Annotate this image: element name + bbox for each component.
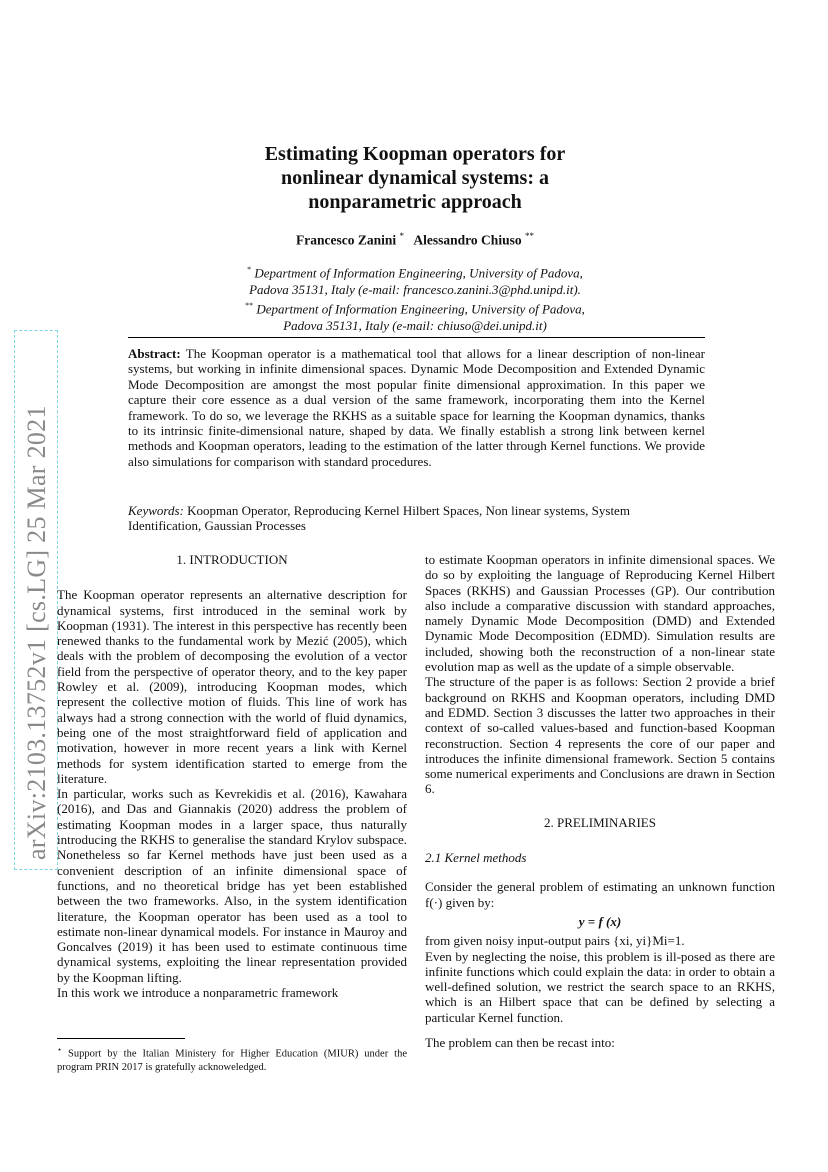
affiliation-mark: ** [245, 301, 254, 311]
abstract-label: Abstract: [128, 346, 181, 361]
equation: y = f (x) [578, 913, 622, 929]
affiliation-line: Padova 35131, Italy (e-mail: chiuso@dei.unipd.it) [283, 318, 547, 334]
paragraph: to estimate Koopman operators in infinite dimensional spaces. We do so by exploiting the language of Reproducing Kernel Hilbert Spaces (RKHS) and Gaussian Processes (GP). Our contribution also include a comparative discussion with standard approaches, namely Dynamic Mode Decomposition (DMD) and Extended Dynamic Mode Decomposition (EDMD). Simulation results are included, showing both the reconstruction of a non-linear state evolution map as well as the update of a simple observable. [425, 552, 775, 675]
affiliation-text: Department of Information Engineering, University of Padova, [254, 265, 583, 281]
paragraph: The Koopman operator represents an alternative description for dynamical systems, first introduced in the seminal work by Koopman (1931). The interest in this perspective has recently been renewed thanks to the fundamental work by Mezić (2005), which deals with the problem of decomposing the evolution of a vector field from the perspective of operator theory, and to the key paper Rowley et al. (2009), introducing Koopman modes, which represent the collective motion of fluids. This line of work has always had a strong connection with the world of fluid dynamics, being one of the most straightforward field of application and motivation, however in more recent years a link with Kernel methods for system identification started to emerge from the literature. [57, 587, 407, 786]
title-line: Estimating Koopman operators for [264, 143, 566, 165]
paragraph: In this work we introduce a nonparametric framework [57, 985, 339, 1001]
affiliation-text: Department of Information Engineering, University of Padova, [256, 301, 585, 317]
keywords-label: Keywords: [128, 503, 184, 518]
title-line: nonparametric approach [308, 191, 522, 213]
paragraph: from given noisy input-output pairs {xi, yi}Mi=1. [425, 933, 685, 949]
paper-title [190, 142, 640, 214]
affiliation-line [150, 262, 680, 282]
abstract [128, 346, 705, 469]
footnote-mark: ⋆ [57, 1045, 63, 1054]
section-heading: 1. INTRODUCTION [176, 552, 288, 567]
paragraph: Even by neglecting the noise, this problem is ill-posed as there are infinite functions which could explain the data: in order to obtain a well-defined solution, we restrict the search space to an RKHS, which is an Hilbert space that can be defined by selecting a particular Kernel function. [425, 948, 775, 1025]
author-name: Alessandro Chiuso [413, 232, 522, 248]
keywords-text: Koopman Operator, Reproducing Kernel Hilbert Spaces, Non linear systems, System Identification, Gaussian Processes [128, 503, 630, 534]
abstract-text: The Koopman operator is a mathematical tool that allows for a linear description of non-linear systems, but working in infinite dimensional spaces. Dynamic Mode Decomposition and Extended Dynamic Mode Decomposition are amongst the most popular finite dimensional approximation. In this paper we capture their core essence as a dual version of the same framework, incorporating them into the Kernel framework. To do so, we leverage the RKHS as a suitable space for learning the Koopman dynamics, thanks to its intrinsic finite-dimensional nature, shaped by data. We finally establish a strong link between kernel methods and Koopman operators, leading to the estimation of the latter through Kernel functions. We provide also simulations for comparison with standard procedures. [128, 346, 706, 469]
section-heading: 2. PRELIMINARIES [544, 814, 656, 830]
keywords [128, 503, 705, 534]
footnote-text: Support by the Italian Ministery for Higher Education (MIUR) under the program PRIN 2017 is gratefully acknoweledged. [57, 1048, 407, 1073]
paragraph: The problem can then be recast into: [425, 1035, 615, 1051]
paragraph: Consider the general problem of estimating an unknown function f(·) given by: [425, 879, 775, 910]
author-mark: ** [524, 231, 534, 241]
paragraph: In particular, works such as Kevrekidis et al. (2016), Kawahara (2016), and Das and Giannakis (2020) address the problem of estimating Koopman modes in a larger space, thus naturally introducing the RKHS to generalise the standard Krylov subspace. Nonetheless so far Kernel methods have just been used as a convenient description of an infinite dimensional space of functions, and no theoretical bridge has yet been established between the two frameworks. Also, in the system identification literature, the Koopman operator has been used as a tool to estimate non-linear dynamical models. For instance in Mauroy and Goncalves (2019) it has been used to estimate continuous time dynamical systems, exploiting the linear representation provided by the Koopman lifting. [57, 786, 407, 985]
author-list [190, 231, 640, 249]
affiliation-line [150, 298, 680, 318]
paragraph: The structure of the paper is as follows: Section 2 provide a brief background on RKHS and Koopman operators, including DMD and EDMD. Section 3 discusses the latter two approaches in their context of so-called values-based and function-based Koopman reconstruction. Section 4 represents the core of our paper and introduces the infinite dimensional framework. Section 5 contains some numerical experiments and Conclusions are drawn in Section 6. [425, 674, 775, 797]
footnote [57, 1043, 407, 1074]
left-column [57, 552, 407, 1000]
affiliation-mark: * [247, 265, 252, 274]
title-line: nonlinear dynamical systems: a [281, 167, 549, 189]
footnote-divider [57, 1038, 185, 1039]
arxiv-identifier[interactable]: arXiv:2103.13752v1 [cs.LG] 25 Mar 2021 [22, 405, 51, 860]
affiliations [150, 262, 680, 335]
subsection-heading: 2.1 Kernel methods [425, 850, 527, 866]
author-mark: * [399, 231, 405, 241]
abstract-divider [128, 337, 705, 338]
right-column [425, 552, 775, 1050]
affiliation-line: Padova 35131, Italy (e-mail: francesco.zanini.3@phd.unipd.it). [249, 281, 581, 297]
author-name: Francesco Zanini [296, 232, 397, 248]
